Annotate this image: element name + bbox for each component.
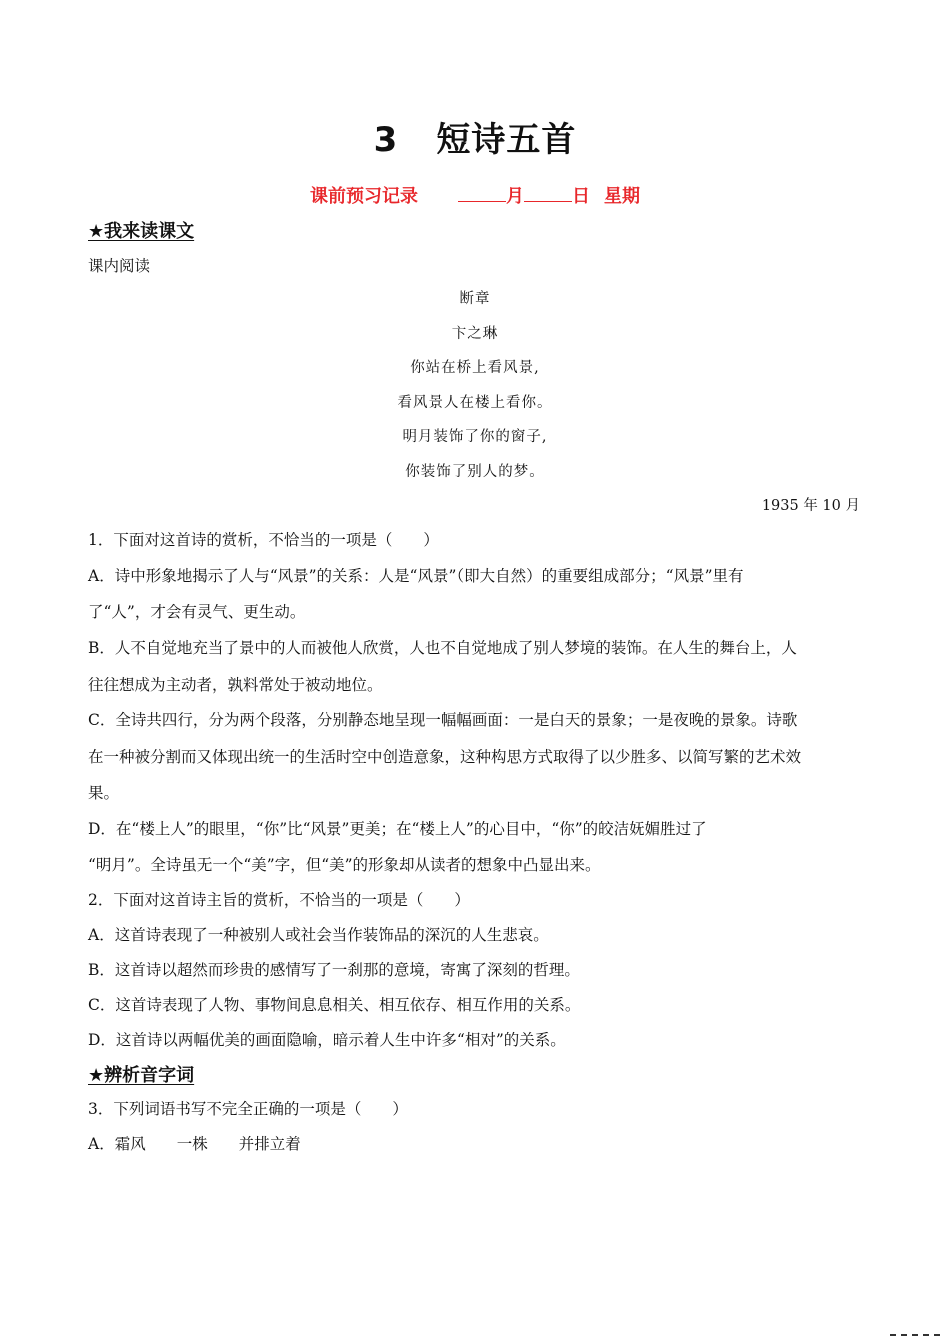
page-title — [0, 112, 950, 161]
q1-option-c-line2: 在一种被分割而又体现出统一的生活时空中创造意象，这种构思方式取得了以少胜多、以简写繁的艺术效 — [88, 748, 802, 766]
q2-option-c: C．这首诗表现了人物、事物间息息相关、相互依存、相互作用的关系。 — [88, 996, 581, 1014]
poem-title: 断章 — [459, 291, 491, 307]
record-day: 日 — [572, 186, 590, 207]
subheading-in-class: 课内阅读 — [88, 257, 151, 275]
lesson-title: 短诗五首 — [436, 120, 577, 160]
record-weekday: 星期 — [604, 186, 640, 207]
q2-option-a: A．这首诗表现了一种被别人或社会当作装饰品的深沉的人生悲哀。 — [88, 926, 549, 944]
q1-option-a-line1: A．诗中形象地揭示了人与“风景”的关系：人是“风景”（即大自然）的重要组成部分；“风景”里有 — [88, 567, 744, 585]
poem-line-4: 你装饰了别人的梦。 — [405, 464, 545, 480]
poem-author: 卞之琳 — [451, 326, 499, 342]
q3-stem: 3．下列词语书写不完全正确的一项是（ ） — [88, 1100, 408, 1118]
section-heading-read: ★我来读课文 — [88, 221, 195, 242]
q1-option-a-line2: 了“人”，才会有灵气、更生动。 — [88, 603, 306, 621]
record-month: 月 — [506, 186, 524, 207]
preview-record — [0, 182, 950, 208]
q3-option-a: A．霜风 一株 并排立着 — [88, 1135, 301, 1153]
record-label: 课前预习记录 — [310, 186, 418, 207]
q2-option-b: B．这首诗以超然而珍贵的感情写了一刹那的意境，寄寓了深刻的哲理。 — [88, 961, 580, 979]
q1-option-c-line1: C．全诗共四行，分为两个段落，分别静态地呈现一幅幅画面：一是白天的景象；一是夜晚的景象。诗歌 — [88, 711, 798, 729]
poem-line-3: 明月装饰了你的窗子, — [402, 429, 548, 445]
poem-line-1: 你站在桥上看风景, — [410, 360, 540, 376]
poem-date: 1935 年 10 月 — [761, 498, 860, 514]
q2-option-d: D．这首诗以两幅优美的画面隐喻，暗示着人生中许多“相对”的关系。 — [88, 1031, 566, 1049]
q1-option-d-line2: “明月”。全诗虽无一个“美”字，但“美”的形象却从读者的想象中凸显出来。 — [88, 856, 601, 874]
corner-mark — [890, 1334, 940, 1342]
section-heading-words: ★辨析音字词 — [88, 1065, 195, 1086]
q1-option-b-line1: B．人不自觉地充当了景中的人而被他人欣赏，人也不自觉地成了别人梦境的装饰。在人生的舞台上，人 — [88, 639, 797, 657]
poem-line-2: 看风景人在楼上看你。 — [397, 395, 553, 411]
q1-option-d-line1: D．在“楼上人”的眼里，“你”比“风景”更美；在“楼上人”的心目中，“你”的皎洁妩媚胜过了 — [88, 820, 707, 838]
day-blank — [524, 185, 572, 202]
q1-stem: 1．下面对这首诗的赏析，不恰当的一项是（ ） — [88, 531, 439, 549]
q1-option-c-line3: 果。 — [88, 784, 120, 802]
q2-stem: 2．下面对这首诗主旨的赏析，不恰当的一项是（ ） — [88, 891, 470, 909]
lesson-number: 3 — [373, 120, 399, 160]
month-blank — [458, 185, 506, 202]
q1-option-b-line2: 往往想成为主动者，孰料常处于被动地位。 — [88, 676, 383, 694]
